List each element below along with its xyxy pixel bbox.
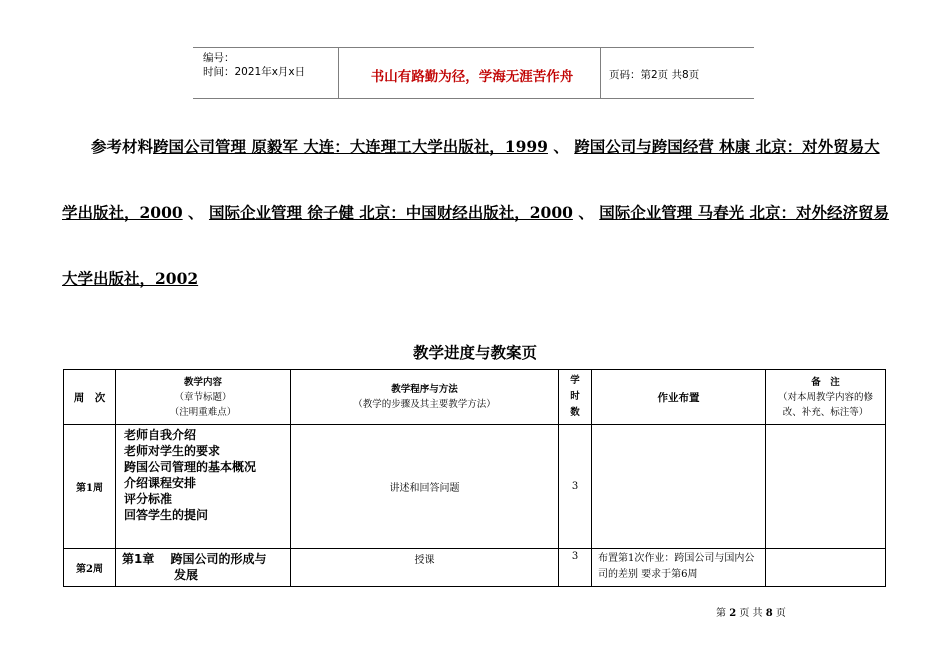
notes-header xyxy=(766,370,886,425)
notes-cell xyxy=(766,425,886,549)
notes-header-title: 备 注 xyxy=(811,376,840,388)
content-cell xyxy=(116,425,291,549)
content-cell xyxy=(116,549,291,587)
notes-header-sub: （对本周教学内容的修改、补充、标注等） xyxy=(777,391,873,418)
content-line: 评分标准 xyxy=(124,492,173,506)
footer-page-number: 2 xyxy=(729,608,737,619)
hours-header-char: 数 xyxy=(570,407,580,418)
content-header xyxy=(116,370,291,425)
header-divider xyxy=(338,48,339,98)
footer-text: 第 xyxy=(716,608,726,619)
header-motto: 书山有路勤为径，学海无涯苦作舟 xyxy=(370,69,574,85)
hours-header-char: 学 xyxy=(570,375,580,386)
footer-text: 页 共 xyxy=(739,608,763,619)
reference-item: 国际企业管理 徐子健 北京：中国财经出版社，2000 xyxy=(208,203,573,222)
reference-separator: 、 xyxy=(188,203,204,222)
content-line: 老师对学生的要求 xyxy=(124,444,221,458)
hours-header-char: 时 xyxy=(570,391,580,402)
content-line: 跨国公司管理的基本概况 xyxy=(124,460,257,474)
hours-cell: 3 xyxy=(559,549,592,587)
content-line: 第1章 跨国公司的形成与 xyxy=(122,552,267,566)
header-page-number: 页码：第2页 共8页 xyxy=(609,69,700,81)
week-cell: 第1周 xyxy=(64,425,116,549)
content-line: 老师自我介绍 xyxy=(124,428,197,442)
notes-cell xyxy=(766,549,886,587)
reference-item: 跨国公司管理 原毅军 大连：大连理工大学出版社，1999 xyxy=(153,137,548,156)
homework-header: 作业布置 xyxy=(592,370,766,425)
page-footer xyxy=(716,604,786,619)
reference-item: 国际企业管理 马春光 北京：对外经济贸易大学出版社，2002 xyxy=(62,203,890,288)
schedule-table xyxy=(63,369,886,587)
content-list xyxy=(116,425,290,523)
time-line: 时间：2021年x月x日 xyxy=(203,66,306,78)
header-meta xyxy=(203,51,305,79)
document-header xyxy=(193,47,754,99)
content-header-note: （注明重难点） xyxy=(169,406,237,418)
table-title: 教学进度与教案页 xyxy=(412,343,537,362)
content-line: 介绍课程安排 xyxy=(124,476,197,490)
number-label: 编号： xyxy=(203,52,235,64)
content-header-title: 教学内容 xyxy=(183,376,222,388)
method-header-title: 教学程序与方法 xyxy=(391,384,458,395)
content-line: 发展 xyxy=(174,568,199,582)
week-header: 周 次 xyxy=(64,370,116,425)
table-row xyxy=(64,425,886,549)
footer-text: 页 xyxy=(775,608,786,619)
method-cell: 授课 xyxy=(291,549,559,587)
hours-header xyxy=(559,370,592,425)
references-lead: 参考材料 xyxy=(91,137,154,156)
reference-separator: 、 xyxy=(578,203,594,222)
content-list xyxy=(116,549,290,583)
method-cell: 讲述和回答问题 xyxy=(291,425,559,549)
homework-cell: 布置第1次作业：跨国公司与国内公司的差别 要求于第6周 xyxy=(592,549,766,587)
week-cell: 第2周 xyxy=(64,549,116,587)
reference-separator: 、 xyxy=(553,137,569,156)
method-header-sub: （教学的步骤及其主要教学方法） xyxy=(353,399,496,410)
method-header xyxy=(291,370,559,425)
hours-cell: 3 xyxy=(559,425,592,549)
references-paragraph xyxy=(62,114,892,312)
content-header-sub: （章节标题） xyxy=(174,391,232,403)
table-header-row xyxy=(64,370,886,425)
homework-cell xyxy=(592,425,766,549)
reference-item: 跨国公司与跨国经营 林康 北京：对外贸易大学出版社，2000 xyxy=(62,137,880,222)
table-row xyxy=(64,549,886,587)
content-line: 回答学生的提问 xyxy=(124,508,209,522)
header-divider xyxy=(600,48,601,98)
footer-total-pages: 8 xyxy=(765,608,773,619)
